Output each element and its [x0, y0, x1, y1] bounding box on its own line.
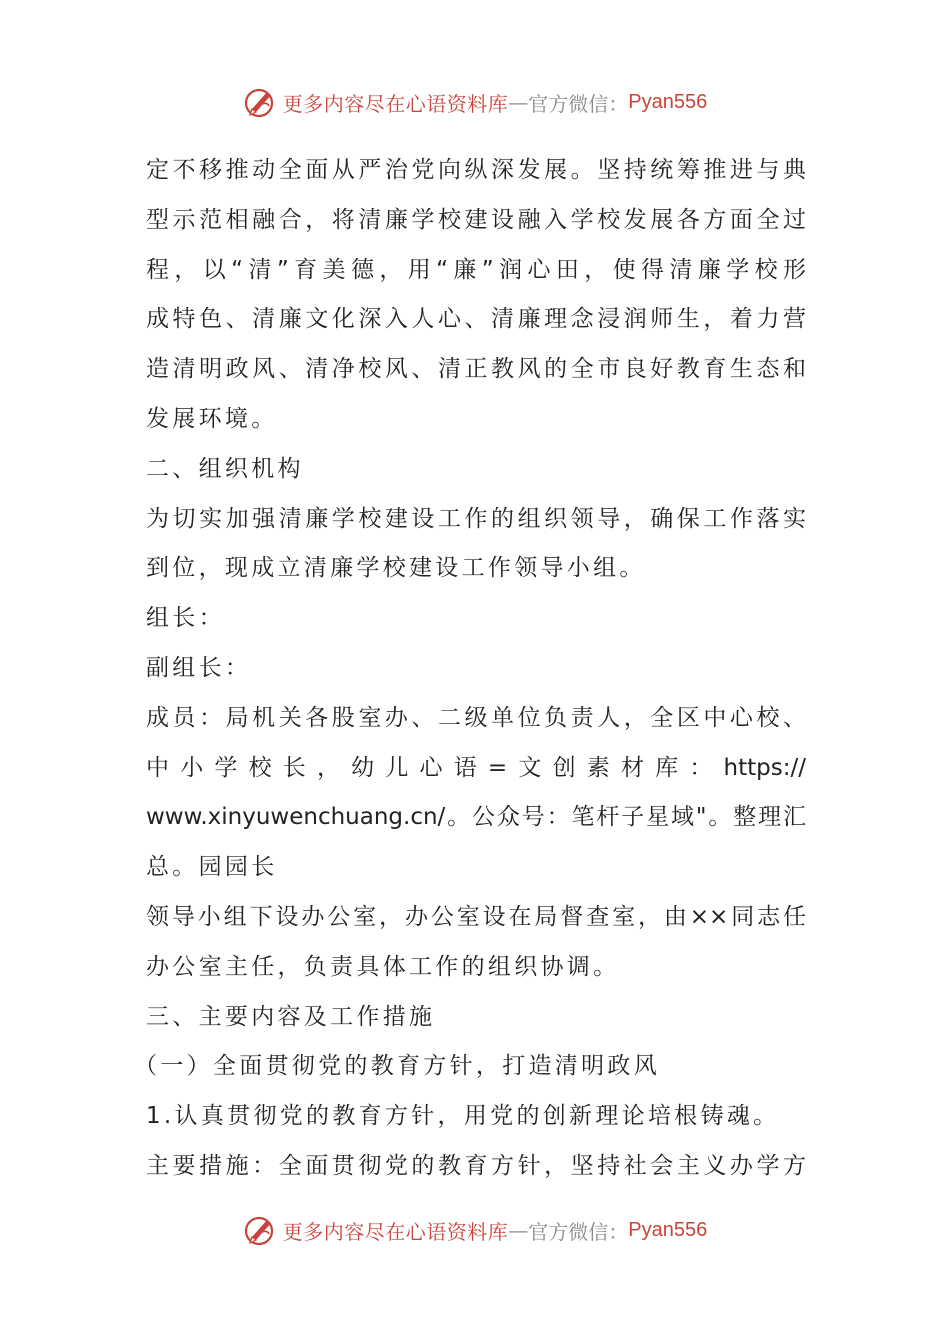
deputy-leader-label: 副组长：: [146, 654, 252, 681]
banner-main-text: 更多内容尽在心语资料库: [282, 91, 509, 116]
text-line-16: 领导小组下设办公室，办公室设在局督查室，由××同志任: [146, 903, 806, 930]
text-line-13: 中小学校长，幼儿心语=文创素材库：https://: [146, 754, 806, 781]
section-heading-organization: 二、组织机构: [146, 455, 304, 482]
text-line-5: 造清明政风、清净校风、清正教风的全市良好教育生态和: [146, 356, 806, 383]
text-line-21: 主要措施：全面贯彻党的教育方针，坚持社会主义办学方: [146, 1152, 806, 1179]
banner-main-text: 更多内容尽在心语资料库: [282, 1219, 509, 1244]
members-line: 成员：局机关各股室办、二级单位负责人，全区中心校、: [146, 704, 806, 731]
text-line-6: 发展环境。: [146, 405, 278, 432]
footer-banner: [0, 1210, 950, 1250]
subsection-heading-1: （一）全面贯彻党的教育方针，打造清明政风: [134, 1053, 660, 1080]
document-body: [134, 146, 806, 1192]
text-line-1: 定不移推动全面从严治党向纵深发展。坚持统筹推进与典: [146, 157, 806, 183]
text-line-17: 办公室主任，负责具体工作的组织协调。: [146, 953, 620, 980]
banner-dash: —: [508, 1218, 529, 1242]
section-heading-content: 三、主要内容及工作措施: [146, 1003, 436, 1030]
banner-wechat-id: Pyan556: [628, 1218, 708, 1241]
pen-circle-logo-icon: [243, 84, 279, 120]
text-line-3: 程，以“清”育美德，用“廉”润心田，使得清廉学校形: [146, 256, 806, 283]
header-banner: [0, 82, 950, 122]
text-line-15: 总。园园长: [146, 854, 278, 881]
group-leader-label: 组长：: [146, 605, 225, 632]
text-line-4: 成特色、清廉文化深入人心、清廉理念浸润师生，着力营: [146, 306, 806, 333]
text-line-9: 到位，现成立清廉学校建设工作领导小组。: [146, 555, 646, 582]
banner-wechat-id: Pyan556: [628, 90, 708, 113]
text-line-14: www.xinyuwenchuang.cn/。公众号：笔杆子星域"。整理汇: [146, 804, 806, 831]
pen-circle-logo-icon: [243, 1212, 279, 1248]
banner-dash: —: [508, 90, 529, 114]
item-heading-1: 1.认真贯彻党的教育方针，用党的创新理论培根铸魂。: [146, 1103, 780, 1130]
text-line-2: 型示范相融合，将清廉学校建设融入学校发展各方面全过: [146, 206, 806, 233]
banner-wechat-label: 官方微信：: [528, 91, 629, 116]
banner-wechat-label: 官方微信：: [528, 1219, 629, 1244]
text-line-8: 为切实加强清廉学校建设工作的组织领导，确保工作落实: [146, 505, 806, 532]
